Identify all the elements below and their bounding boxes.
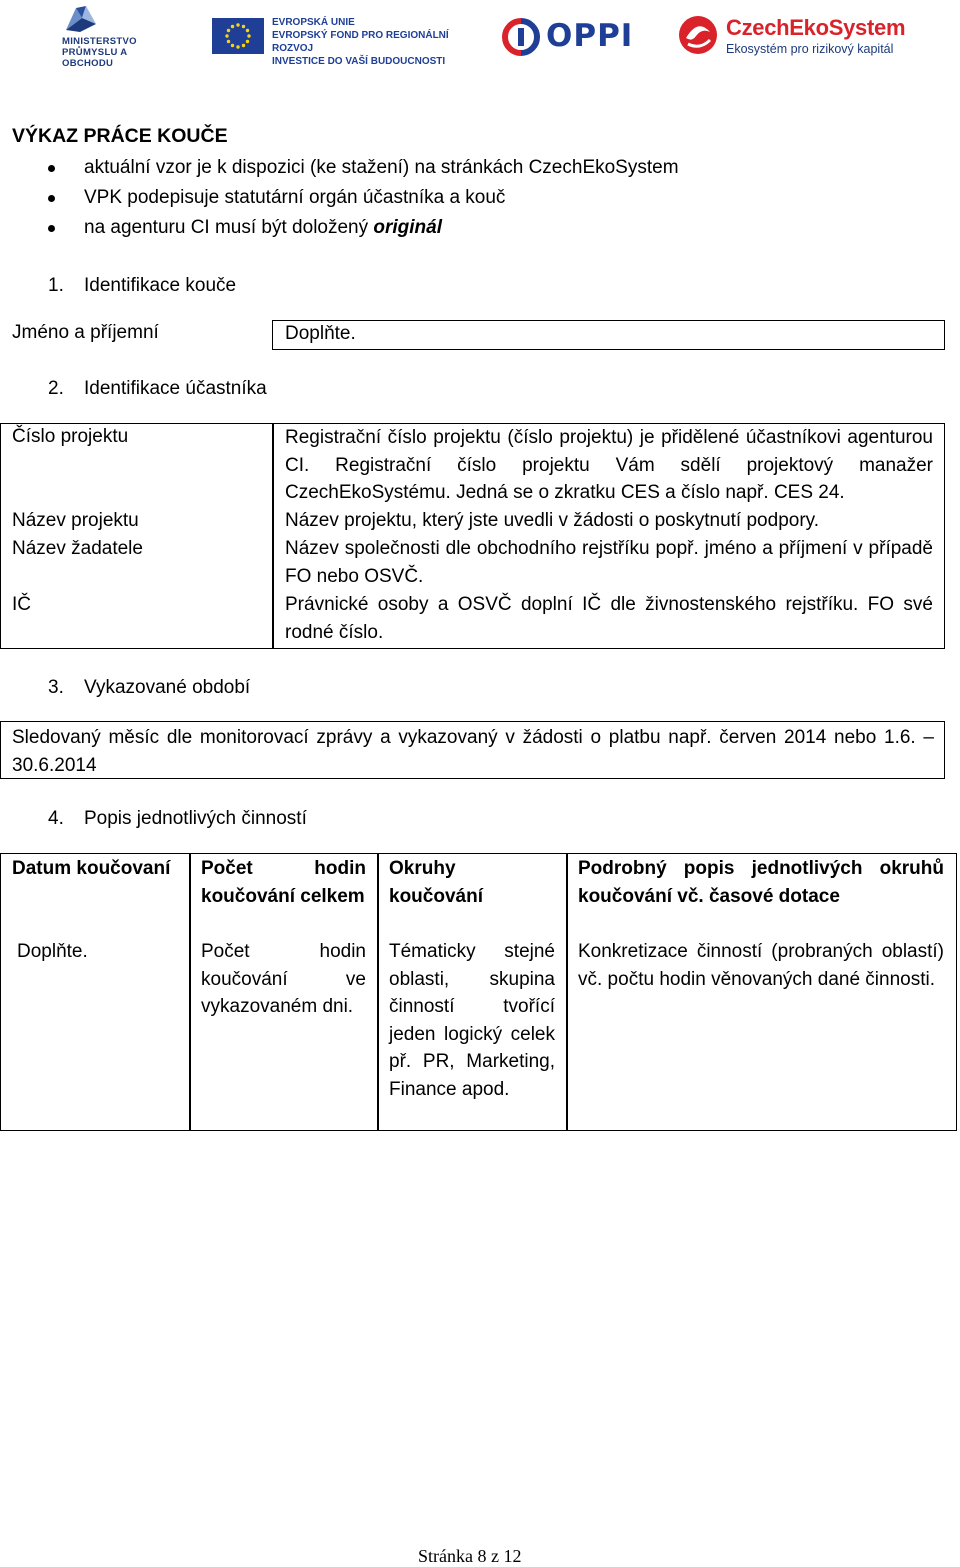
section-heading: 3. Vykazované období xyxy=(48,677,251,698)
mpo-logo xyxy=(62,4,174,69)
list-item: aktuální vzor je k dispozici (ke stažení) na stránkách CzechEkoSystem xyxy=(48,153,679,183)
project-number-label: Číslo projektu xyxy=(12,426,129,447)
applicant-name-label: Název žadatele xyxy=(12,538,143,559)
czechekosystem-name: CzechEkoSystem xyxy=(726,15,906,40)
czechekosystem-logo xyxy=(678,4,906,62)
table-divider xyxy=(272,423,274,649)
reporting-period-text: Sledovaný měsíc dle monitorovací zprávy a vykazovaný v žádosti o platbu např. červen 2014 nebo 1.6. – 30.6.2014 xyxy=(12,727,934,776)
section-heading: 4. Popis jednotlivých činností xyxy=(48,808,307,829)
czechekosystem-tagline: Ekosystém pro rizikový kapitál xyxy=(726,42,894,56)
emphasis-original: originál xyxy=(373,217,443,238)
topics-cell[interactable]: Tématicky stejné oblasti, skupina činností tvořící jeden logický celek př. PR, Marketing, Finance apod. xyxy=(389,941,555,1100)
coach-name-field[interactable]: Doplňte. xyxy=(272,320,945,350)
project-number-value[interactable]: Registrační číslo projektu (číslo projektu) je přidělené účastníkovi agenturou CI. Registrační číslo projektu Vám sdělí projektový manažer CzechEkoSystému. Jedná se o zkratku CES a číslo např. CES 24. xyxy=(285,427,933,503)
eu-logo-text: EVROPSKÁ UNIE EVROPSKÝ FOND PRO REGIONÁLNÍ ROZVOJ INVESTICE DO VAŠÍ BUDOUCNOSTI xyxy=(272,17,449,67)
table-divider xyxy=(189,853,191,1131)
oppi-logo-text: OPPI xyxy=(546,18,634,54)
column-header-topics: Okruhy koučování xyxy=(389,858,483,907)
project-name-label: Název projektu xyxy=(12,510,139,531)
column-header-hours: Počet hodin koučování celkem xyxy=(201,858,366,907)
mpo-emblem-icon xyxy=(62,4,98,34)
list-item: na agenturu CI musí být doložený originál xyxy=(48,213,679,243)
section-heading: 2. Identifikace účastníka xyxy=(48,378,267,399)
document-title: VÝKAZ PRÁCE KOUČE xyxy=(12,125,228,147)
mpo-logo-text: MINISTERSTVO PRŮMYSLU A OBCHODU xyxy=(62,36,137,69)
czechekosystem-emblem-icon xyxy=(678,14,718,56)
column-header-date: Datum koučovaní xyxy=(12,858,171,879)
instructions-list xyxy=(48,153,679,243)
coach-name-label: Jméno a příjemní xyxy=(12,322,159,343)
date-cell[interactable]: Doplňte. xyxy=(17,941,88,962)
page-number: Stránka 8 z 12 xyxy=(418,1546,522,1566)
ic-value[interactable]: Právnické osoby a OSVČ doplní IČ dle živnostenského rejstříku. FO své rodné číslo. xyxy=(285,594,933,643)
eu-logo xyxy=(212,4,472,67)
table-divider xyxy=(377,853,379,1131)
reporting-period-field[interactable] xyxy=(0,721,945,779)
applicant-name-value[interactable]: Název společnosti dle obchodního rejstříku popř. jméno a příjmení v případě FO nebo OSVČ. xyxy=(285,538,933,587)
list-item: VPK podepisuje statutární orgán účastníka a kouč xyxy=(48,183,679,213)
description-cell[interactable]: Konkretizace činností (probraných oblastí) vč. počtu hodin věnovaných dané činnosti. xyxy=(578,941,944,990)
oppi-logo xyxy=(502,4,642,62)
column-header-description: Podrobný popis jednotlivých okruhů koučování vč. časové dotace xyxy=(578,858,944,907)
oppi-emblem-icon xyxy=(502,18,540,56)
hours-cell[interactable]: Počet hodin koučování ve vykazovaném dni. xyxy=(201,941,366,1017)
table-divider xyxy=(566,853,568,1131)
project-name-value[interactable]: Název projektu, který jste uvedli v žádosti o poskytnutí podpory. xyxy=(285,510,820,531)
section-heading: 1. Identifikace kouče xyxy=(48,275,237,296)
ic-label: IČ xyxy=(12,594,31,615)
eu-flag-icon xyxy=(212,18,264,54)
